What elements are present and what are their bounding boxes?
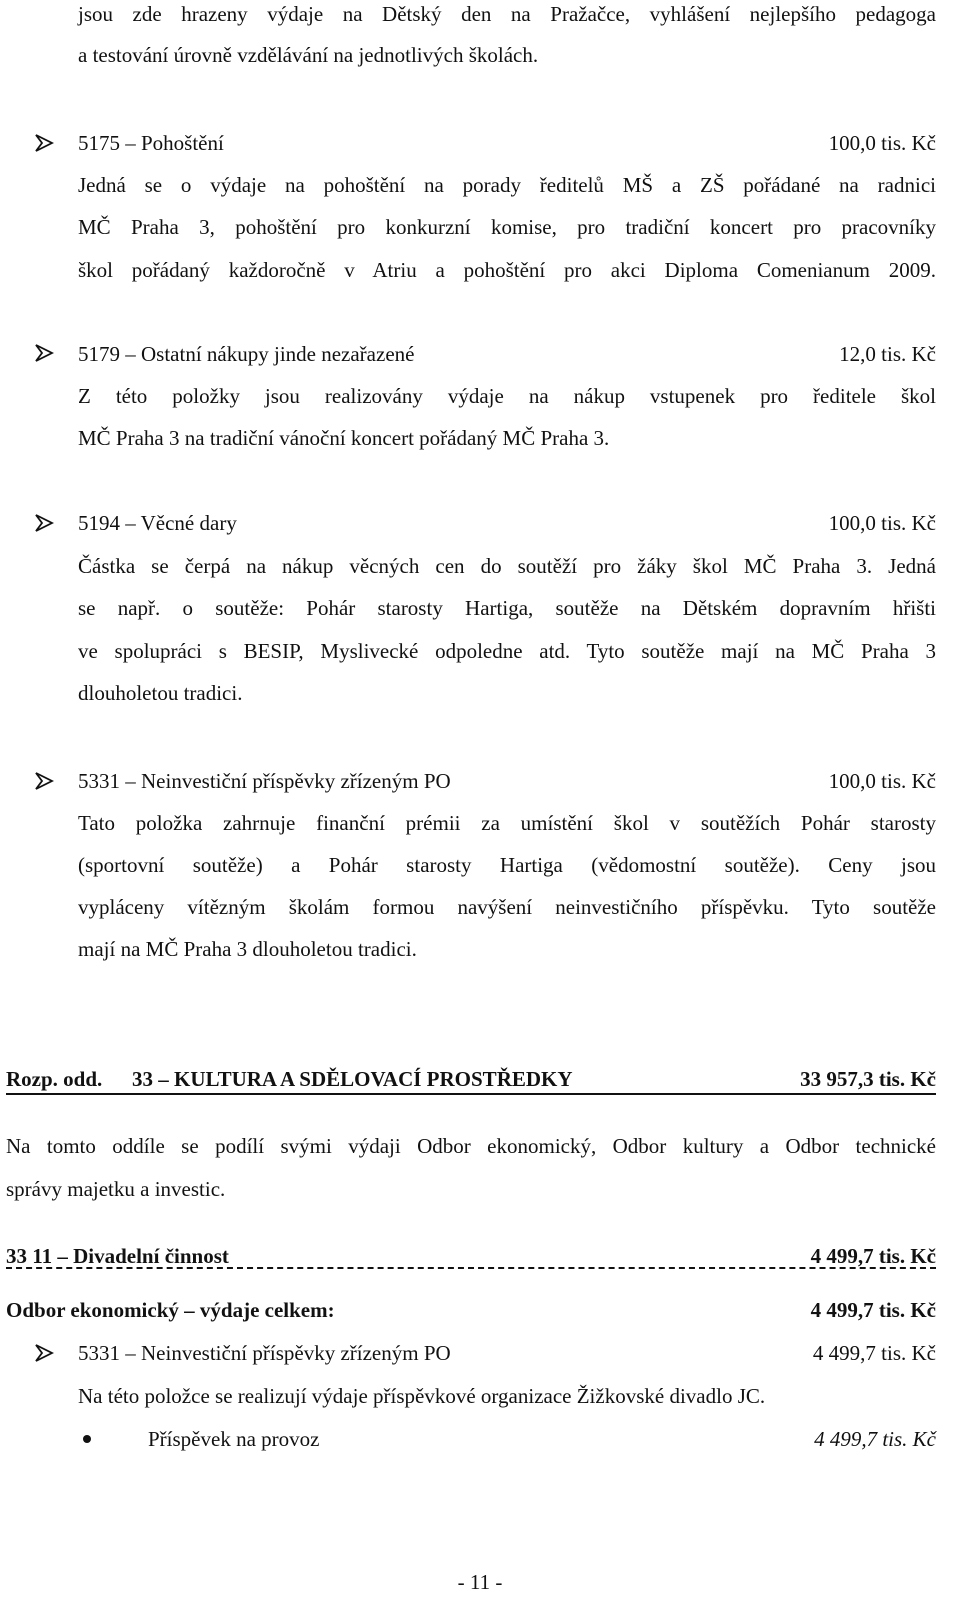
subsection-amount: 4 499,7 tis. Kč (810, 1244, 936, 1268)
section-label: Rozp. odd. (6, 1067, 103, 1091)
section-title: 33 – KULTURA A SDĚLOVACÍ PROSTŘEDKY (132, 1067, 573, 1091)
bullet-icon (83, 1435, 91, 1443)
final-item-amount: 4 499,7 tis. Kč (812, 1341, 936, 1365)
item-amount: 100,0 tis. Kč (828, 511, 936, 535)
arrowhead-icon (34, 343, 54, 363)
item-desc-line: ve spolupráci s BESIP, Myslivecké odpoledne atd. Tyto soutěže mají na MČ Praha 3 (78, 639, 936, 663)
arrowhead-icon (34, 1343, 54, 1363)
section-amount: 33 957,3 tis. Kč (800, 1067, 936, 1091)
section-underline (6, 1093, 936, 1095)
bullet-label: Příspěvek na provoz (148, 1427, 320, 1451)
intro-line-2: a testování úrovně vzdělávání na jednotlivých školách. (78, 43, 539, 67)
item-code-label: 5194 – Věcné dary (78, 511, 237, 535)
department-label: Odbor ekonomický – výdaje celkem: (6, 1298, 335, 1322)
final-item-code-label: 5331 – Neinvestiční příspěvky zřízeným PO (78, 1341, 451, 1365)
item-amount: 100,0 tis. Kč (828, 131, 936, 155)
item-desc-line: Tato položka zahrnuje finanční prémii za umístění škol v soutěžích Pohár starosty (78, 811, 936, 835)
item-desc-line: se např. o soutěže: Pohár starosty Hartiga, soutěže na Dětském dopravním hřišti (78, 596, 936, 620)
arrowhead-icon (34, 513, 54, 533)
item-amount: 12,0 tis. Kč (839, 342, 936, 366)
item-desc-line: MČ Praha 3, pohoštění pro konkurzní komise, pro tradiční koncert pro pracovníky (78, 215, 936, 239)
subsection-title: 33 11 – Divadelní činnost (6, 1244, 229, 1268)
subsection-dashed-underline (6, 1267, 936, 1269)
item-code-label: 5179 – Ostatní nákupy jinde nezařazené (78, 342, 415, 366)
intro-line-1: jsou zde hrazeny výdaje na Dětský den na Pražačce, vyhlášení nejlepšího pedagoga (78, 2, 936, 26)
item-desc-line: (sportovní soutěže) a Pohár starosty Hartiga (vědomostní soutěže). Ceny jsou (78, 853, 936, 877)
item-desc-line: mají na MČ Praha 3 dlouholetou tradici. (78, 937, 417, 961)
item-desc-line: dlouholetou tradici. (78, 681, 243, 705)
arrowhead-icon (34, 133, 54, 153)
item-amount: 100,0 tis. Kč (828, 769, 936, 793)
section-desc-line-1: Na tomto oddíle se podílí svými výdaji Odbor ekonomický, Odbor kultury a Odbor technické (6, 1134, 936, 1158)
final-item-desc: Na této položce se realizují výdaje příspěvkové organizace Žižkovské divadlo JC. (78, 1384, 766, 1408)
page-number: - 11 - (457, 1570, 503, 1594)
section-desc-line-2: správy majetku a investic. (6, 1177, 226, 1201)
item-desc-line: MČ Praha 3 na tradiční vánoční koncert pořádaný MČ Praha 3. (78, 426, 610, 450)
department-amount: 4 499,7 tis. Kč (810, 1298, 936, 1322)
item-code-label: 5331 – Neinvestiční příspěvky zřízeným PO (78, 769, 451, 793)
item-desc-line: Jedná se o výdaje na pohoštění na porady ředitelů MŠ a ZŠ pořádané na radnici (78, 173, 936, 197)
item-code-label: 5175 – Pohoštění (78, 131, 224, 155)
item-desc-line: vypláceny vítězným školám formou navýšení neinvestičního příspěvku. Tyto soutěže (78, 895, 936, 919)
bullet-amount: 4 499,7 tis. Kč (814, 1427, 936, 1451)
item-desc-line: škol pořádaný každoročně v Atriu a pohoštění pro akci Diploma Comenianum 2009. (78, 258, 936, 282)
item-desc-line: Z této položky jsou realizovány výdaje na nákup vstupenek pro ředitele škol (78, 384, 936, 408)
arrowhead-icon (34, 771, 54, 791)
item-desc-line: Částka se čerpá na nákup věcných cen do soutěží pro žáky škol MČ Praha 3. Jedná (78, 554, 936, 578)
